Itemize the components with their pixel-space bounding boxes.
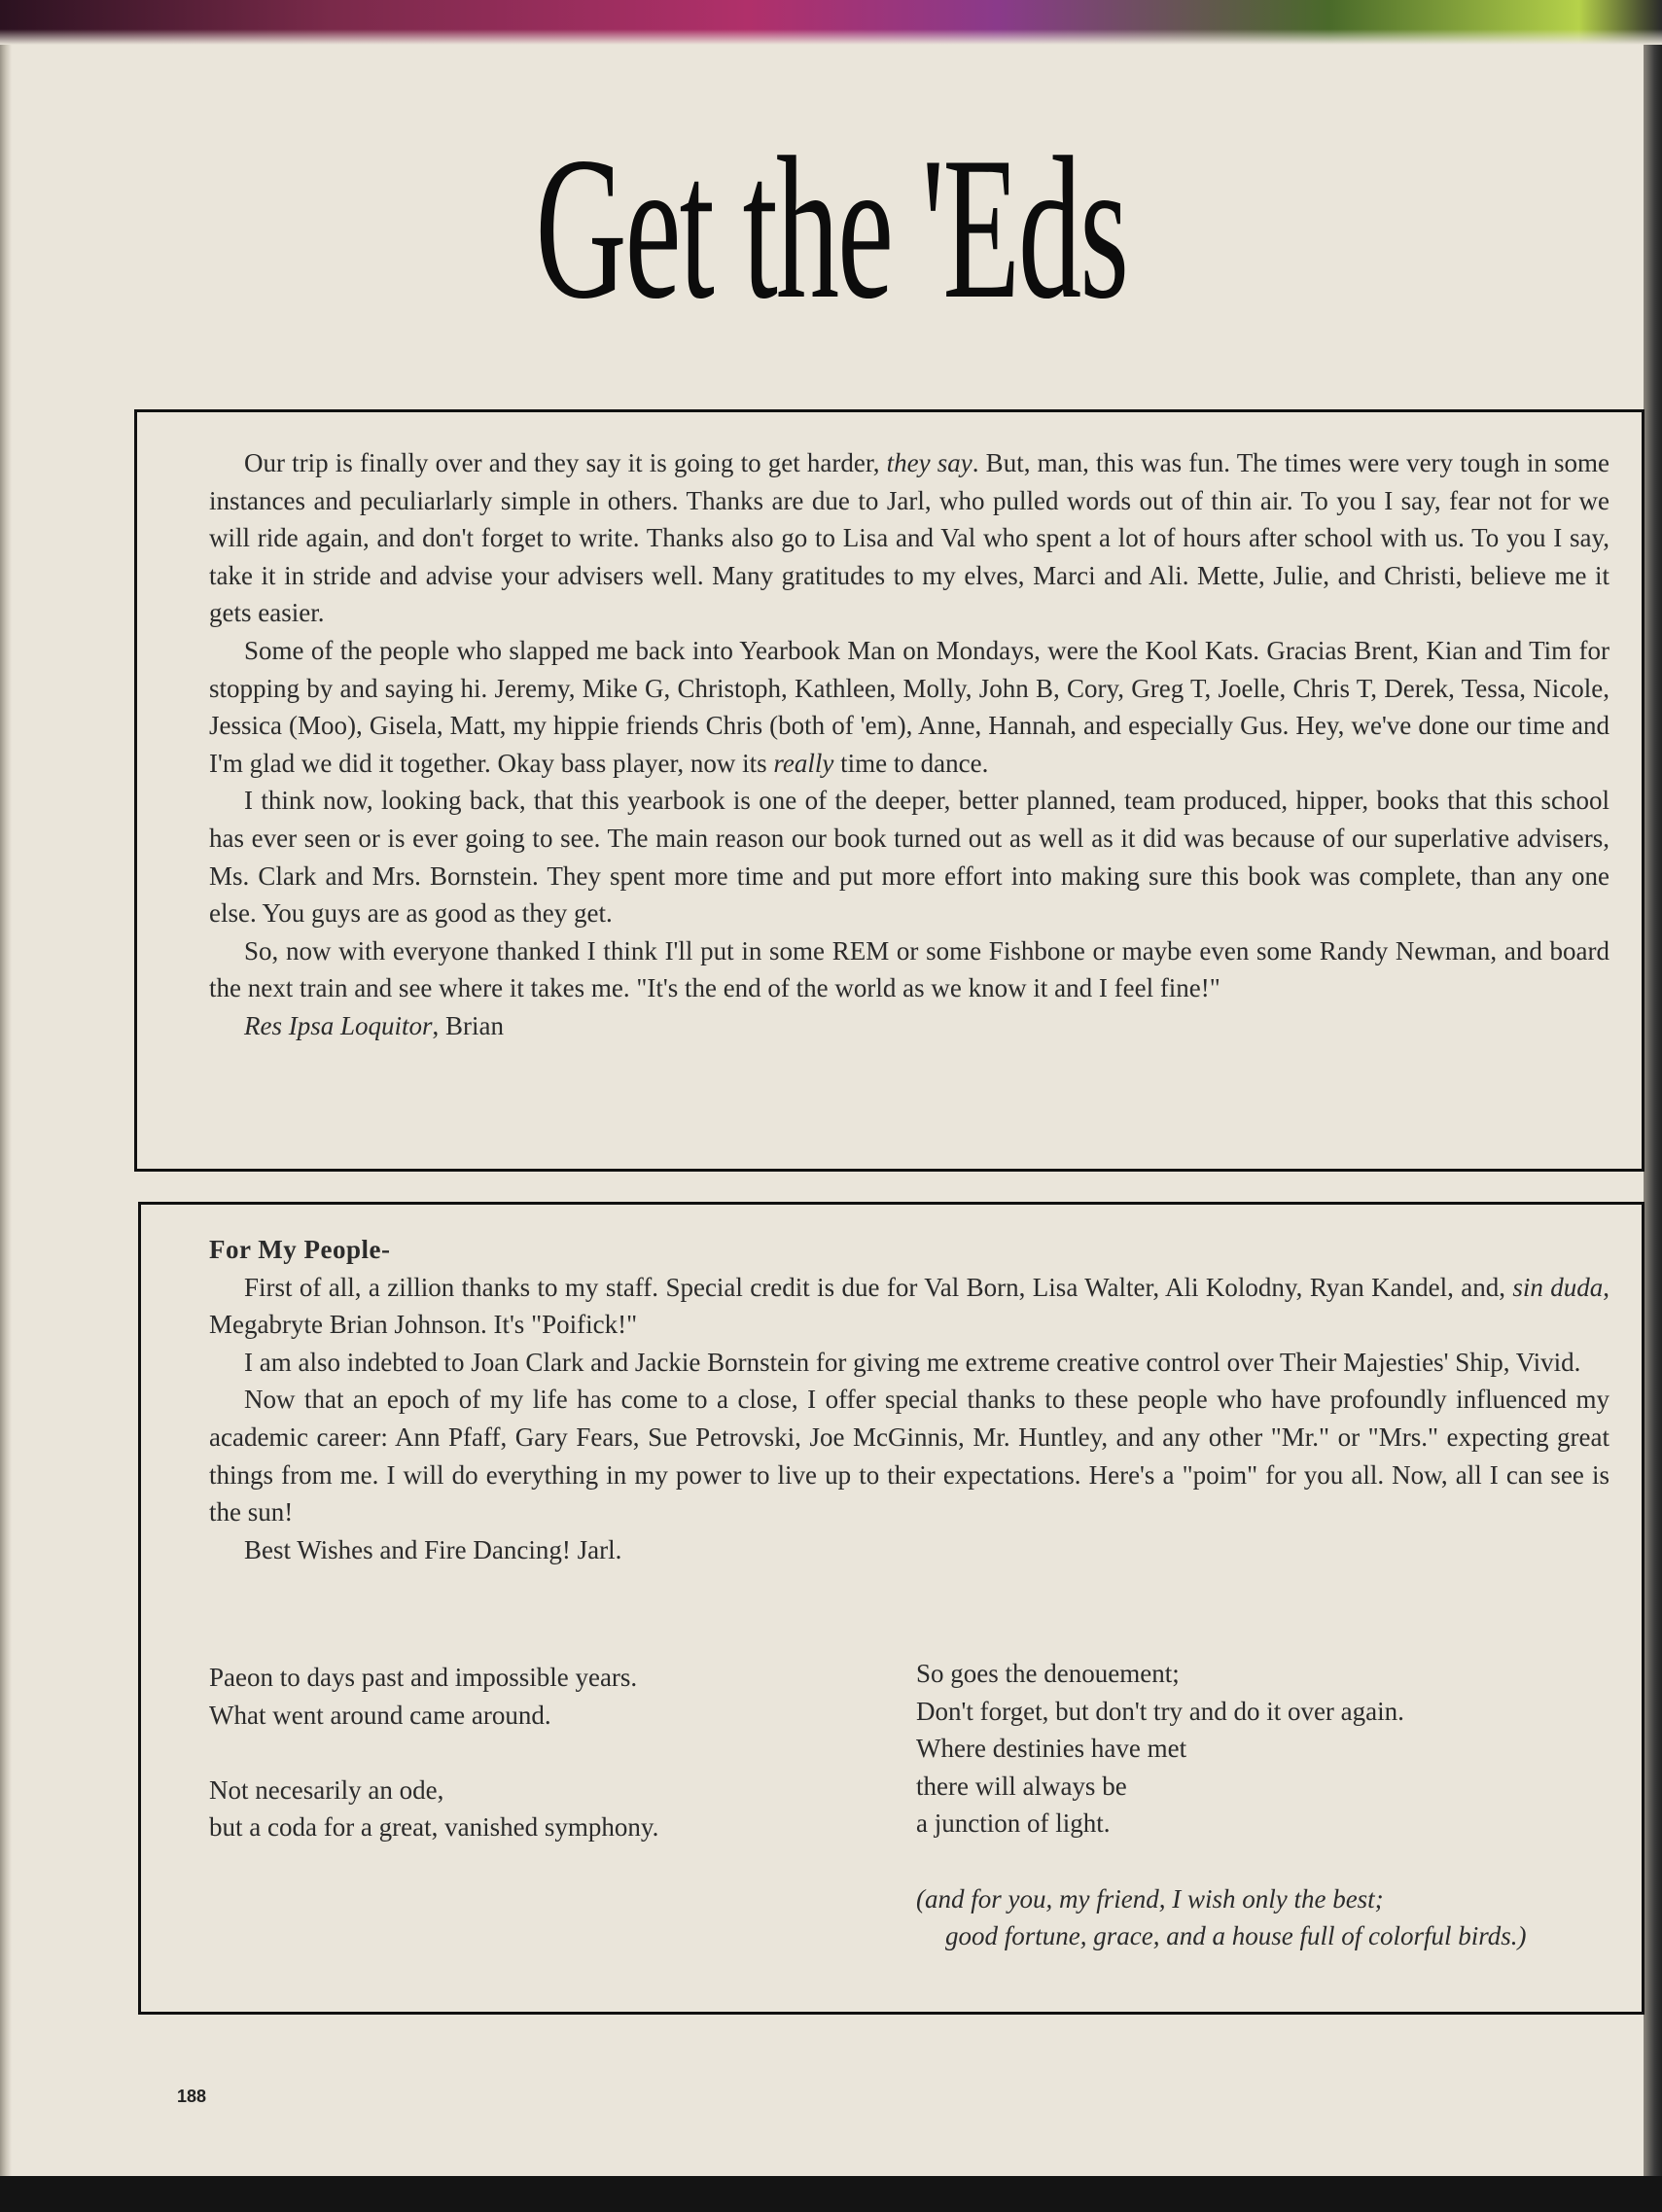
page-number: 188 [177,2087,207,2106]
poem-left-column [209,1659,890,1846]
paragraph: I am also indebted to Joan Clark and Jackie Bornstein for giving me extreme creative control over Their Majesties' Ship, Vivid. [244,1347,1581,1377]
paragraph: Some of the people who slapped me back into Yearbook Man on Mondays, were the Kool Kats. Gracias Brent, Kian and Tim for stopping by and saying hi. Jeremy, Mike G, Christoph, Kathleen, Molly, John B, Cory, Greg T, Joelle, Chris T, Derek, Tessa, Nicole, Jessica (Moo), Gisela, Matt, my hippie friends Chris (both of 'em), Anne, Hannah, and especially Gus. Hey, we've done our time and I'm glad we did it together. Okay bass player, now its really time to dance. [209,635,1609,778]
letter-body [209,1231,1609,1568]
paragraph: Now that an epoch of my life has come to a close, I offer special thanks to these people who have profoundly influenced my academic career: Ann Pfaff, Gary Fears, Sue Petrovski, Joe McGinnis, Mr. Huntley, and any other "Mr." or "Mrs." expecting great things from me. I will do everything in my power to live up to their expectations. Here's a "poim" for you all. Now, all I can see is the sun! [209,1385,1609,1527]
aside-line: (and for you, my friend, I wish only the best; [916,1883,1384,1914]
color-band [0,0,1662,45]
poem-line: Paeon to days past and impossible years. [209,1663,638,1692]
poem-line: Where destinies have met [916,1734,1187,1764]
bottom-band [0,2176,1662,2212]
poem-line: Don't forget, but don't try and do it over again. [916,1696,1404,1726]
editor-letter-jarl [138,1202,1644,2015]
poem-line: a junction of light. [916,1808,1111,1839]
aside-line: good fortune, grace, and a house full of colorful birds.) [945,1921,1527,1951]
paragraph: So, now with everyone thanked I think I'll put in some REM or some Fishbone or maybe even some Randy Newman, and board the next train and see where it takes me. "It's the end of the world as we know it and I feel fine!" [209,935,1609,1003]
poem-aside [916,1880,1597,1955]
paragraph: First of all, a zillion thanks to my staff. Special credit is due for Val Born, Lisa Walter, Ali Kolodny, Ryan Kandel, and, sin duda, Megabryte Brian Johnson. It's "Poifick!" [209,1272,1610,1340]
poem-line: but a coda for a great, vanished symphony. [209,1812,659,1843]
paragraph: I think now, looking back, that this yearbook is one of the deeper, better planned, team produced, hipper, books that this school has ever seen or is ever going to see. The main reason our book turned out as well as it did was because of our superlative advisers, Ms. Clark and Mrs. Bornstein. They spent more time and put more effort into making sure this book was complete, than any one else. You guys are as good as they get. [209,786,1609,929]
poem-line: there will always be [916,1771,1127,1801]
signature: Res Ipsa Loquitor, Brian [244,1010,505,1040]
page-title-text: Get the 'Eds [535,116,1127,341]
poem-line: So goes the denouement; [916,1659,1180,1688]
editor-letter-brian [134,409,1644,1172]
paragraph: Best Wishes and Fire Dancing! Jarl. [244,1534,622,1564]
poem-line: Not necesarily an ode, [209,1774,444,1805]
letter-body [209,444,1609,1045]
paragraph: Our trip is finally over and they say it is going to get harder, they say. But, man, this was fun. The times were very tough in some instances and peculiarlarly simple in others. Thanks are due to Jarl, who pulled words out of thin air. To you I say, fear not for we will ride again, and don't forget to write. Thanks also go to Lisa and Val who spent a lot of hours after school with us. To you I say, take it in stride and advise your advisers well. Many gratitudes to my elves, Marci and Ali. Mette, Julie, and Christi, believe me it gets easier. [209,448,1610,628]
page-title [0,92,1662,384]
poem-right-column [916,1655,1597,1955]
poem-line: What went around came around. [209,1700,551,1730]
letter-heading: For My People- [209,1235,391,1264]
